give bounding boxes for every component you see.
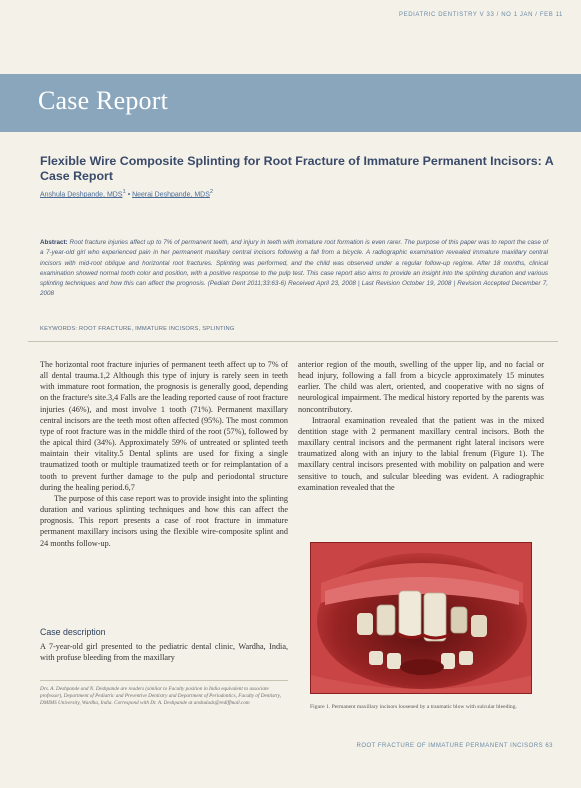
- footnote-divider: [40, 680, 288, 681]
- abstract: [40, 238, 548, 300]
- author-list: [40, 189, 213, 198]
- section-banner: [0, 74, 581, 132]
- keywords: KEYWORDS: ROOT FRACTURE, IMMATURE INCISORS, SPLINTING: [40, 326, 235, 332]
- intro-paragraph-1: The horizontal root fracture injuries of permanent teeth affect up to 7% of all dental trauma.1,2 Although this type of injury is rarely seen in teeth with immature root formation, the prognosis is generally good, depending on the fracture's site.3,4 Falls are the leading reported cause of root fracture injuries (46%), and most involve 1 tooth (71%). Permanent maxillary central incisors are the teeth most often affected (95%). The most common type of root fracture was in the middle third of the root (57%), followed by the apical third (34%). Approximately 59% of untreated or splinted teeth maintain their vitality.5 Dental splints are used for fixing a single traumatized tooth or multiple traumatized teeth or for reimplantation of a tooth to prevent further damage to the pulp and periodontal structure during the healing period.6,7: [40, 360, 288, 492]
- abstract-label: Abstract:: [40, 239, 68, 246]
- case-paragraph-2: Intraoral examination revealed that the patient was in the mixed dentition stage with 2 permanent maxillary central incisors. Both the maxillary central incisors and the permanent right lateral incisors were traumatized along with an injury to the labial frenum (Figure 1). The maxillary central incisors presented with mobility on palpation and were sensitive to touch, and sulcular bleeding was evident. A radiographic examination revealed that the: [298, 415, 544, 492]
- article-title: Flexible Wire Composite Splinting for Root Fracture of Immature Permanent Incisors: A Case Report: [40, 154, 554, 183]
- author-separator: •: [125, 191, 133, 199]
- intro-paragraph-2: The purpose of this case report was to provide insight into the splinting duration and various splinting techniques and how this can affect the prognosis. This report presents a case of root fracture in immature permanent maxillary incisors using the flexible wire-composite splint and 24 months follow-up.: [40, 493, 288, 548]
- author-1-affiliation: 1: [122, 189, 126, 195]
- right-column: [298, 359, 544, 493]
- author-2[interactable]: Neeraj Deshpande, MDS: [132, 191, 210, 199]
- author-footnote: Drs. A. Deshpande and N. Deshpande are readers (similar to Faculty position in India equivalent to associate professor), Department of Pediatric and Preventive Dentistry and Department of Periodontics, Faculty of Dentistry, DMIMS University, Wardha, India. Correspond with Dr. A. Deshpande at anshulads@rediffmail.com: [40, 686, 282, 707]
- case-description-text: A 7-year-old girl presented to the pediatric dental clinic, Wardha, India, with profuse bleeding from the maxillary: [40, 642, 288, 663]
- case-paragraph-1: anterior region of the mouth, swelling of the upper lip, and no facial or head injury, following a fall from a bicycle approximately 15 minutes earlier. The child was alert, oriented, and cooperative with no signs of neurological impairment. The medical history reported by the parents was noncontributory.: [298, 360, 544, 414]
- section-banner-label: Case Report: [38, 86, 169, 115]
- figure-1-caption: Figure 1. Permanent maxillary incisors loosened by a traumatic blow with sulcular bleeding.: [310, 704, 517, 710]
- page-footer: ROOT FRACTURE OF IMMATURE PERMANENT INCISORS 63: [356, 743, 553, 749]
- author-2-affiliation: 2: [209, 189, 214, 195]
- abstract-text: Root fracture injuries affect up to 7% of permanent teeth, and injury in teeth with immature root formation is even rarer. The purpose of this paper was to report the case of a 7-year-old girl who experienced pain in her permanent maxillary central incisors following a fall from a bicycle. A radiographic examination revealed immature maxillary central incisors with mid-root oblique and horizontal root fractures. Splinting was performed, and the child was observed under a regular follow-up regime. After 18 months, clinical examination showed normal tooth color and position, with a positive response to the pulp test. This case report also aims to provide an insight into the splinting duration and various splinting techniques and how this can affect the prognosis. (Pediatr Dent 2011;33:63-6): [40, 239, 548, 288]
- author-1[interactable]: Anshula Deshpande, MDS: [40, 191, 123, 199]
- abstract-dates: Received April 23, 2008 | Last Revision October 19, 2008 | Revision Accepted December 7, 2008: [40, 280, 548, 298]
- running-head: PEDIATRIC DENTISTRY V 33 / NO 1 JAN / FEB 11: [399, 12, 563, 18]
- intraoral-photo-illustration: [311, 543, 532, 694]
- case-description-heading: Case description: [40, 627, 106, 637]
- figure-1-photo: [310, 542, 532, 694]
- left-column: [40, 359, 288, 549]
- header-divider: [28, 341, 558, 342]
